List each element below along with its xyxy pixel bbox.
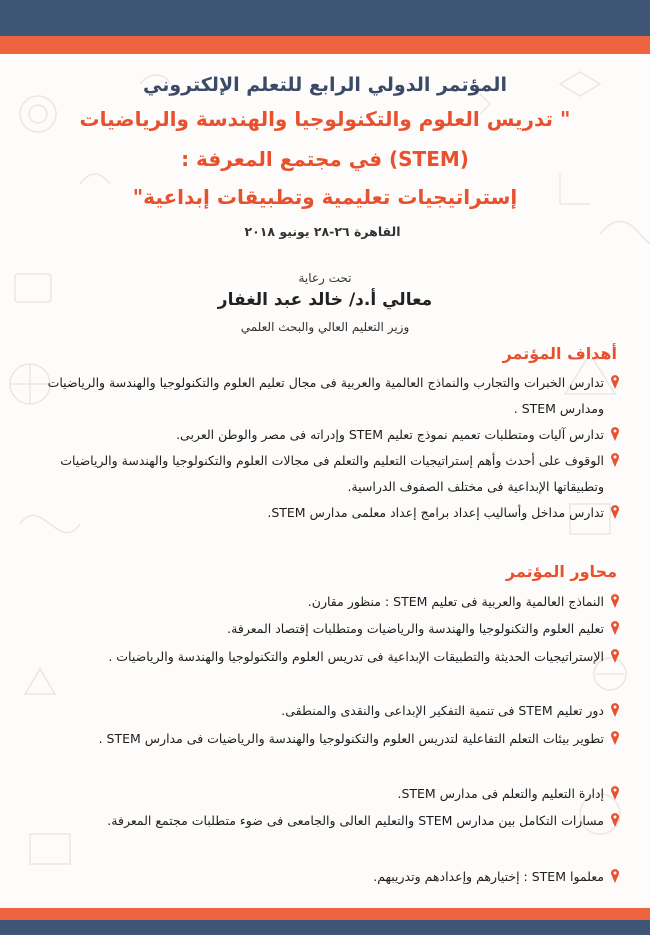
conference-theme-line-3: إستراتيجيات تعليمية وتطبيقات إبداعية" <box>132 185 518 209</box>
patronage-label: تحت رعاية <box>298 271 352 285</box>
conference-theme-line-1: " تدريس العلوم والتكنولوجيا والهندسة والرياضيات <box>79 107 571 131</box>
conference-theme-line-2: (STEM) في مجتمع المعرفة : <box>181 147 469 171</box>
goal-text: الوقوف على أحدث وأهم إستراتيجيات التعليم والتعلم فى مجالات العلوم والتكنولوجيا والهندسة والرياضيات وتطبيقاتها الإبداعية فى مختلف الصفوف الدراسية. <box>60 453 604 494</box>
pin-icon <box>610 593 620 609</box>
pin-icon <box>610 868 620 884</box>
patron-title: وزير التعليم العالي والبحث العلمي <box>240 320 410 334</box>
bottom-orange-band <box>0 908 650 920</box>
goal-text: تدارس مداخل وأساليب إعداد برامج إعداد معلمى مدارس STEM. <box>267 505 604 520</box>
pin-icon <box>610 374 620 390</box>
pin-icon <box>610 648 620 664</box>
goal-text: تدارس الخبرات والتجارب والنماذج العالمية والعربية فى مجال تعليم العلوم والتكنولوجيا والهندسة والرياضيات ومدارس STEM . <box>47 375 604 416</box>
pin-icon <box>610 730 620 746</box>
axis-text: الإستراتيجيات الحديثة والتطبيقات الإبداعية فى تدريس العلوم والتكنولوجيا والهندسة والرياضيات . <box>108 649 604 664</box>
pin-icon <box>610 620 620 636</box>
axis-text: دور تعليم STEM فى تنمية التفكير الإبداعى والنقدى والمنطقى. <box>281 703 604 718</box>
pin-icon <box>610 785 620 801</box>
conference-title: المؤتمر الدولي الرابع للتعلم الإلكتروني <box>143 74 507 96</box>
axis-text: إدارة التعليم والتعلم فى مدارس STEM. <box>397 786 604 801</box>
top-blue-band <box>0 0 650 36</box>
axis-text: معلموا STEM : إختيارهم وإعدادهم وتدريبهم. <box>373 869 604 884</box>
goal-text: تدارس آليات ومتطلبات تعميم نموذج تعليم STEM وإدراته فى مصر والوطن العربى. <box>176 427 604 442</box>
goals-heading: أهداف المؤتمر <box>502 344 617 363</box>
flyer-content <box>0 54 650 908</box>
axes-heading: محاور المؤتمر <box>505 562 617 581</box>
conference-date: القاهرة ٢٦-٢٨ يونيو ٢٠١٨ <box>244 224 401 239</box>
patron-name: معالي أ.د/ خالد عبد الغفار <box>217 290 433 310</box>
bottom-blue-band <box>0 920 650 935</box>
axis-text: تعليم العلوم والتكنولوجيا والهندسة والرياضيات ومتطلبات إقتصاد المعرفة. <box>227 621 604 636</box>
pin-icon <box>610 702 620 718</box>
axis-text: النماذج العالمية والعربية فى تعليم STEM : منظور مقارن. <box>307 594 604 609</box>
pin-icon <box>610 812 620 828</box>
axis-text: مسارات التكامل بين مدارس STEM والتعليم العالى والجامعى فى ضوء متطلبات مجتمع المعرفة. <box>107 813 604 828</box>
top-orange-band <box>0 36 650 54</box>
pin-icon <box>610 452 620 468</box>
pin-icon <box>610 504 620 520</box>
pin-icon <box>610 426 620 442</box>
axis-text: تطوير بيئات التعلم التفاعلية لتدريس العلوم والتكنولوجيا والهندسة والرياضيات فى مدارس STEM . <box>98 731 604 746</box>
